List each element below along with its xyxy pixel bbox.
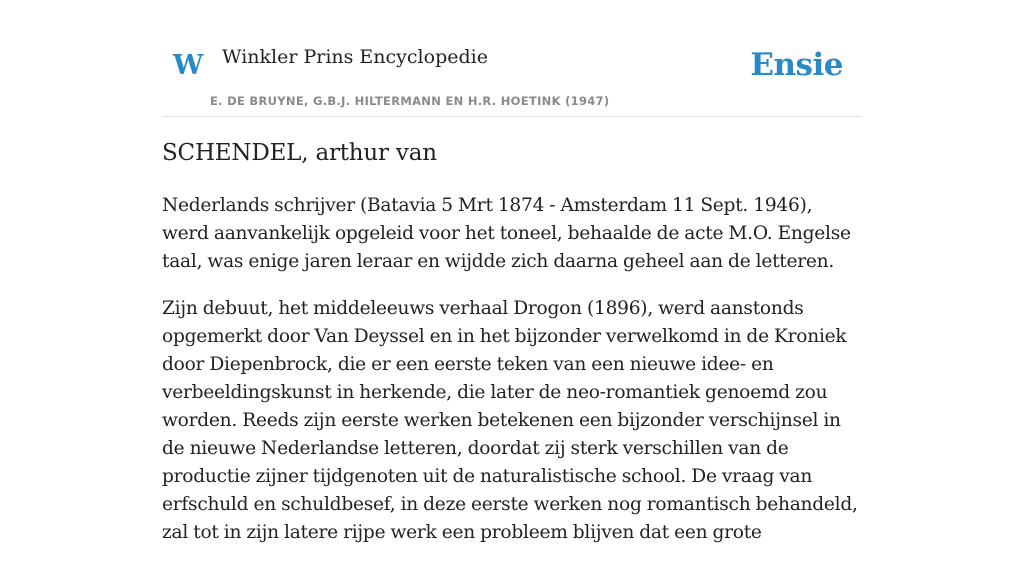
source-authors: E. DE BRUYNE, G.B.J. HILTERMANN EN H.R. HOETINK (1947) [210,94,610,108]
article-body [162,192,862,566]
article-paragraph: Nederlands schrijver (Batavia 5 Mrt 1874 - Amsterdam 11 Sept. 1946), werd aanvankelijk opgeleid voor het toneel, behaalde de acte M.O. Engelse taal, was enige jaren leraar en wijdde zich daarna geheel aan de letteren. [162,195,851,272]
article-paragraph: Zijn debuut, het middeleeuws verhaal Drogon (1896), werd aanstonds opgemerkt door Van Deyssel en in het bijzonder verwelkomd in de Kroniek door Diepenbrock, die er een eerste teken van een nieuwe idee- en verbeeldingskunst in herkende, die later de neo-romantiek genoemd zou worden. Reeds zijn eerste werken betekenen een bijzonder verschijnsel in de nieuwe Nederlandse letteren, doordat zij sterk verschillen van de productie zijner tijdgenoten uit de naturalistische school. De vraag van erfschuld en schuldbesef, in deze eerste werken nog romantisch behandeld, zal tot in zijn latere rijpe werk een probleem blijven dat een grote [162,298,858,543]
header [162,0,862,117]
source-logo-icon[interactable]: W [173,50,204,81]
article-title: SCHENDEL, arthur van [162,140,437,166]
page [162,0,862,543]
source-title[interactable]: Winkler Prins Encyclopedie [222,46,488,68]
brand-logo[interactable]: Ensie [750,47,843,83]
